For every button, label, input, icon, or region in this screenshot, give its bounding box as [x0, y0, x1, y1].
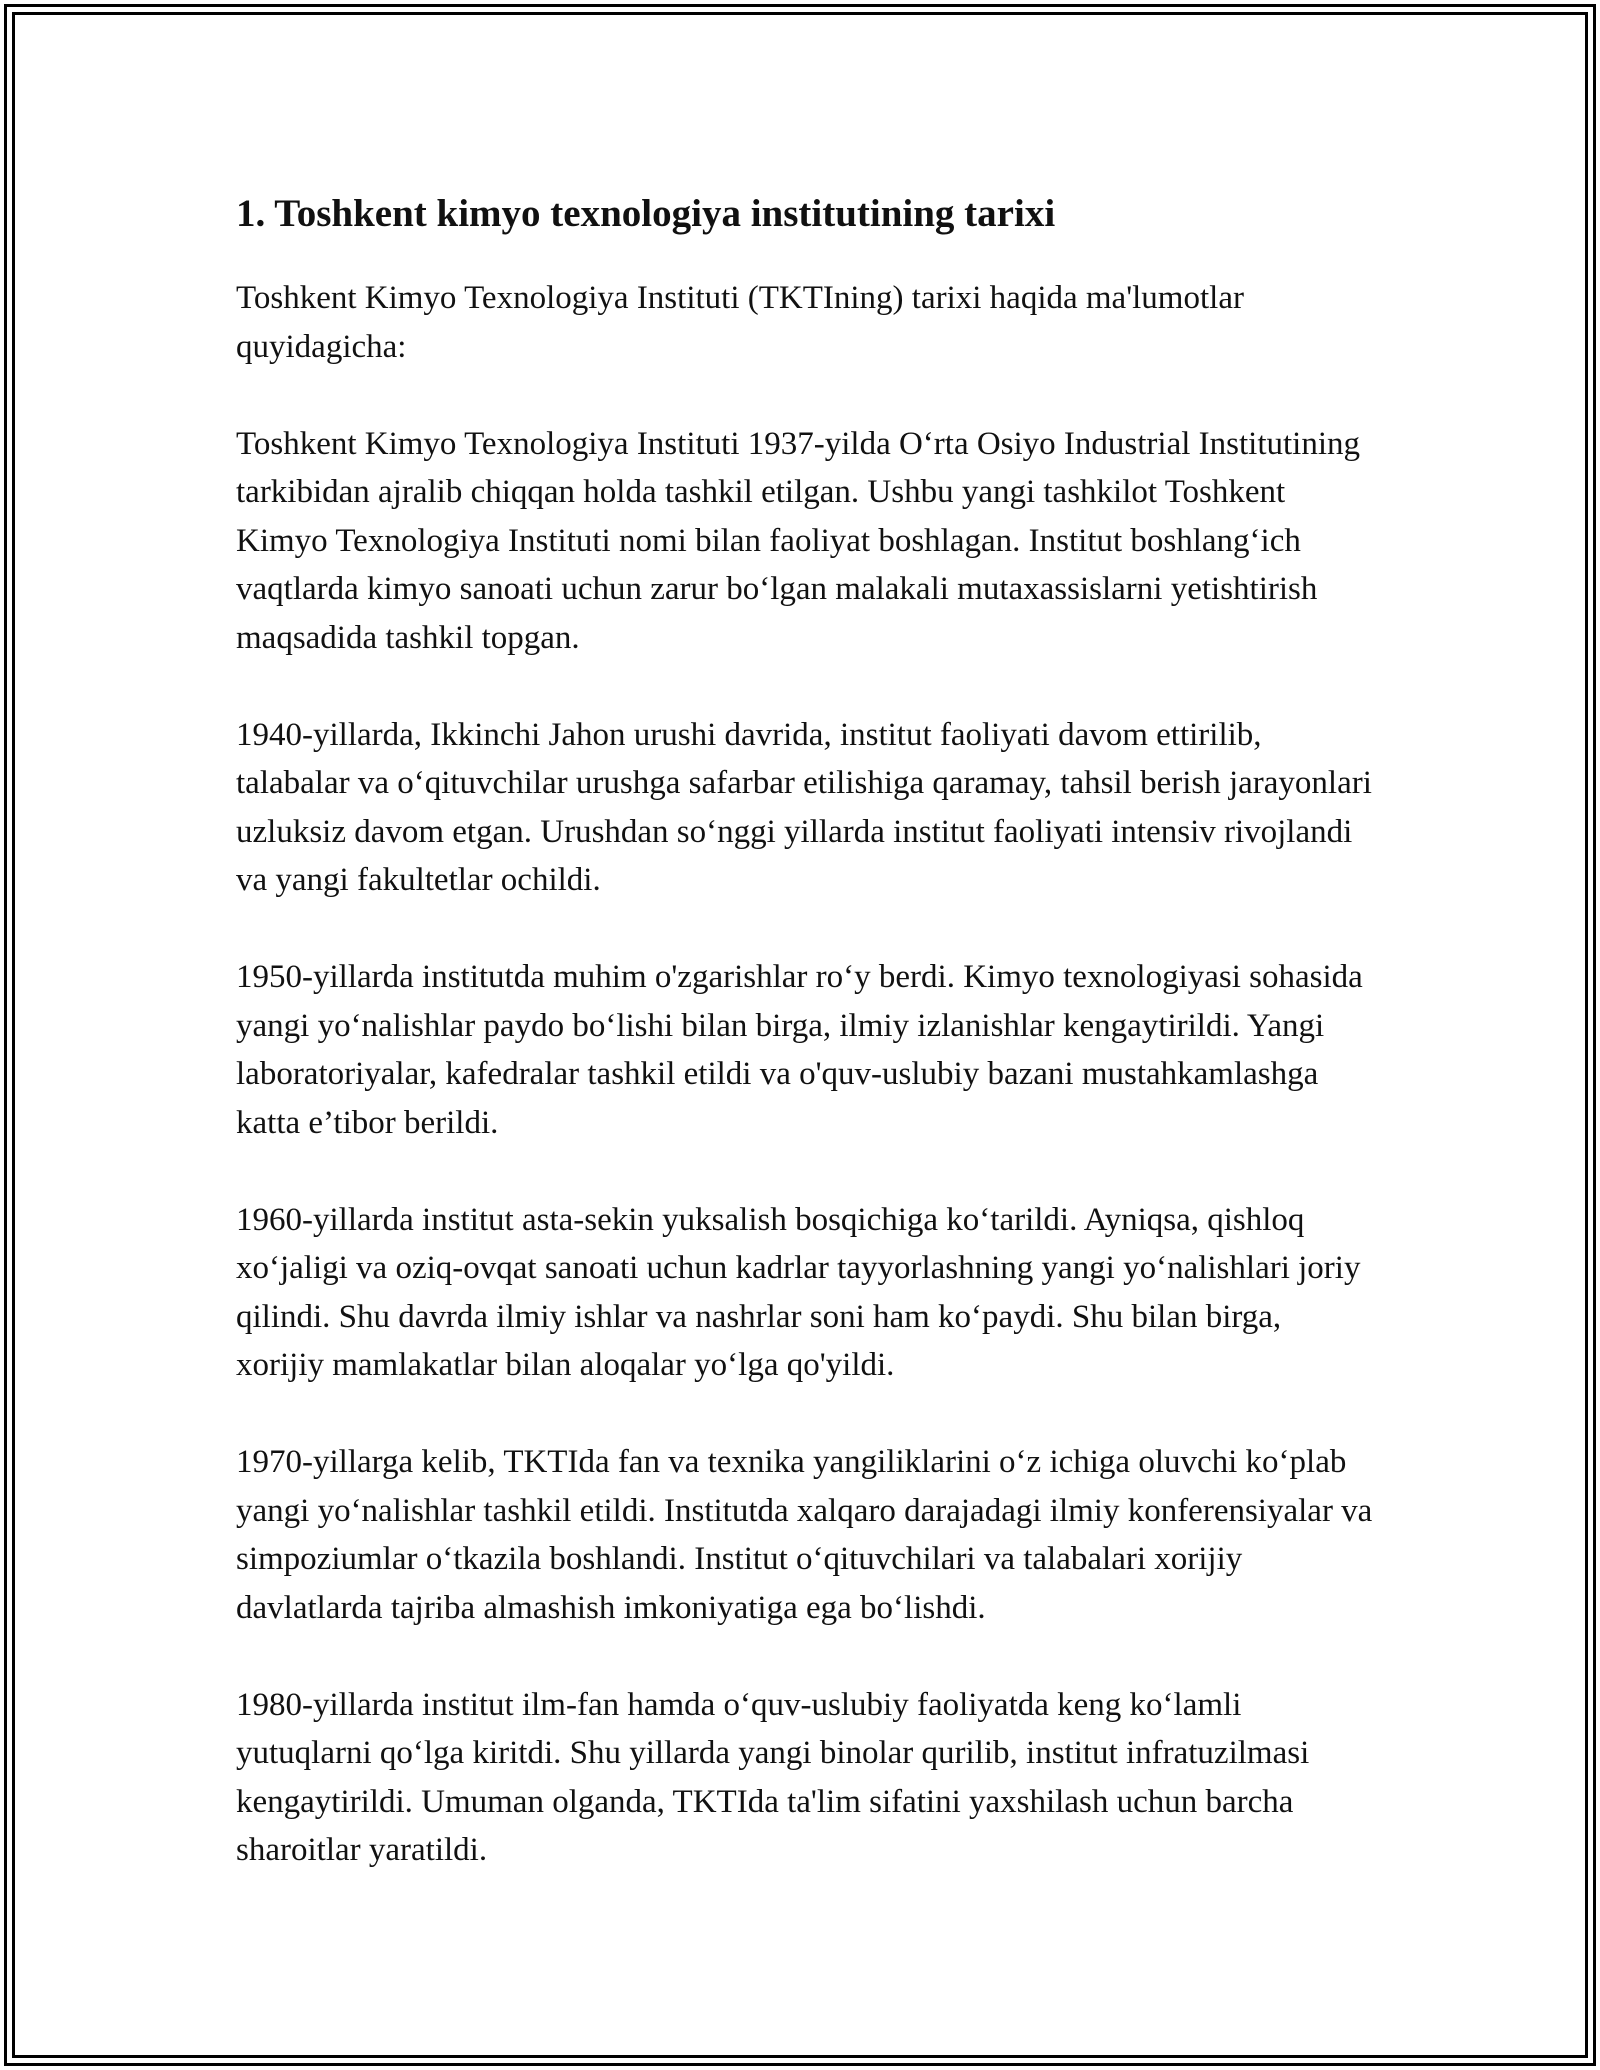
paragraph-1937: Toshkent Kimyo Texnologiya Instituti 1937-yilda O‘rta Osiyo Industrial Institutining tarkibidan ajralib chiqqan holda tashkil etilgan. Ushbu yangi tashkilot Toshkent Kimyo Texnologiya Instituti nomi bilan faoliyat boshlagan. Institut boshlang‘ich vaqtlarda kimyo sanoati uchun zarur bo‘lgan malakali mutaxassislarni yetishtirish maqsadida tashkil topgan.: [236, 425, 1360, 656]
paragraph-1950s: 1950-yillarda institutda muhim o'zgarishlar ro‘y berdi. Kimyo texnologiyasi sohasida yangi yo‘nalishlar paydo bo‘lishi bilan birga, ilmiy izlanishlar kengaytirildi. Yangi laboratoriyalar, kafedralar tashkil etildi va o'quv-uslubiy bazani mustahkamlashga katta e’tibor berildi.: [236, 959, 1363, 1141]
document-title: 1. Toshkent kimyo texnologiya institutining tarixi: [236, 192, 1056, 235]
document-body: [236, 186, 1376, 1875]
paragraph-1970s: 1970-yillarga kelib, TKTIda fan va texnika yangiliklarini o‘z ichiga oluvchi ko‘plab yangi yo‘nalishlar tashkil etildi. Institutda xalqaro darajadagi ilmiy konferensiyalar va simpoziumlar o‘tkazila boshlandi. Institut o‘qituvchilari va talabalari xorijiy davlatlarda tajriba almashish imkoniyatiga ega bo‘lishdi.: [236, 1444, 1373, 1626]
paragraph-1980s: 1980-yillarda institut ilm-fan hamda o‘quv-uslubiy faoliyatda keng ko‘lamli yutuqlarni qo‘lga kiritdi. Shu yillarda yangi binolar qurilib, institut infratuzilmasi kengaytirildi. Umuman olganda, TKTIda ta'lim sifatini yaxshilash uchun barcha sharoitlar yaratildi.: [236, 1686, 1310, 1868]
paragraph-1940s: 1940-yillarda, Ikkinchi Jahon urushi davrida, institut faoliyati davom ettirilib, talabalar va o‘qituvchilar urushga safarbar etilishiga qaramay, tahsil berish jarayonlari uzluksiz davom etgan. Urushdan so‘nggi yillarda institut faoliyati intensiv rivojlandi va yangi fakultetlar ochildi.: [236, 716, 1372, 898]
paragraph-intro: Toshkent Kimyo Texnologiya Instituti (TKTIning) tarixi haqida ma'lumotlar quyidagicha:: [236, 280, 1244, 365]
paragraph-1960s: 1960-yillarda institut asta-sekin yuksalish bosqichiga ko‘tarildi. Ayniqsa, qishloq xo‘jaligi va oziq-ovqat sanoati uchun kadrlar tayyorlashning yangi yo‘nalishlari joriy qilindi. Shu davrda ilmiy ishlar va nashrlar soni ham ko‘paydi. Shu bilan birga, xorijiy mamlakatlar bilan aloqalar yo‘lga qo'yildi.: [236, 1201, 1361, 1383]
